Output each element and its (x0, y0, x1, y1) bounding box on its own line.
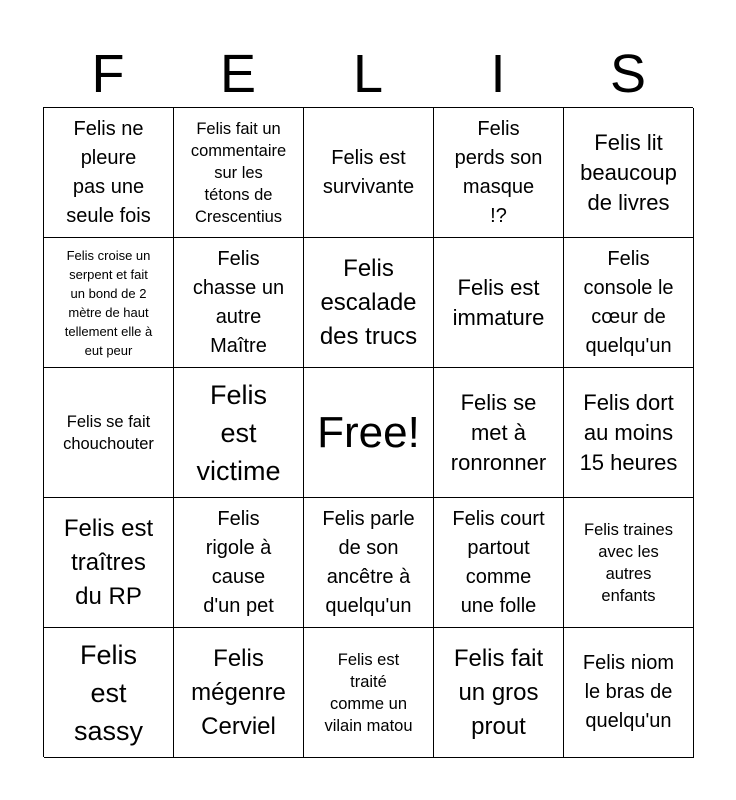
bingo-cell-r1c5[interactable] (564, 108, 694, 238)
cell-text: Felis se met à ronronner (450, 389, 547, 475)
bingo-cell-r3c1[interactable] (44, 368, 174, 498)
bingo-cell-r1c4[interactable] (434, 108, 564, 238)
bingo-cell-r4c1[interactable] (44, 498, 174, 628)
bingo-grid (43, 107, 693, 757)
bingo-cell-r4c5[interactable] (564, 498, 694, 628)
cell-text: Felis est victime (196, 379, 281, 486)
free-space-text: Free! (317, 407, 420, 457)
cell-text: Felis est survivante (322, 146, 415, 198)
header-letter-l: L (352, 44, 384, 104)
cell-text: Felis mégenre Cerviel (191, 644, 286, 740)
cell-text: Felis est immature (452, 274, 545, 330)
bingo-cell-r5c2[interactable] (174, 628, 304, 758)
cell-text: Felis escalade des trucs (319, 254, 418, 350)
cell-text: Felis est sassy (73, 639, 144, 746)
header-letter-i: I (490, 44, 506, 104)
bingo-cell-r5c3[interactable] (304, 628, 434, 758)
cell-text: Felis perds son masque !? (454, 117, 543, 227)
cell-text: Felis dort au moins 15 heures (579, 389, 678, 475)
bingo-cell-r4c2[interactable] (174, 498, 304, 628)
bingo-cell-r4c3[interactable] (304, 498, 434, 628)
header-letter-e: E (219, 44, 257, 104)
bingo-cell-r1c3[interactable] (304, 108, 434, 238)
bingo-cell-r2c4[interactable] (434, 238, 564, 368)
header-letter-f: F (91, 44, 125, 104)
bingo-cell-r5c4[interactable] (434, 628, 564, 758)
cell-text: Felis est traité comme un vilain matou (324, 650, 413, 735)
cell-text: Felis se fait chouchouter (63, 412, 154, 453)
bingo-cell-r5c5[interactable] (564, 628, 694, 758)
cell-text: Felis fait un commentaire sur les tétons de Crescentius (190, 119, 287, 226)
bingo-header (43, 40, 693, 108)
cell-text: Felis ne pleure pas une seule fois (66, 117, 151, 227)
cell-text: Felis traines avec les autres enfants (584, 520, 673, 605)
bingo-cell-r2c3[interactable] (304, 238, 434, 368)
cell-text: Felis console le cœur de quelqu'un (583, 247, 674, 357)
bingo-cell-r5c1[interactable] (44, 628, 174, 758)
cell-text: Felis croise un serpent et fait un bond de 2 mètre de haut tellement elle à eut peur (64, 247, 153, 358)
header-letter-s: S (609, 44, 647, 104)
bingo-cell-r2c2[interactable] (174, 238, 304, 368)
bingo-cell-free[interactable] (304, 368, 434, 498)
bingo-cell-r4c4[interactable] (434, 498, 564, 628)
cell-text: Felis court partout comme une folle (452, 507, 545, 617)
bingo-cell-r2c5[interactable] (564, 238, 694, 368)
bingo-cell-r3c4[interactable] (434, 368, 564, 498)
cell-text: Felis niom le bras de quelqu'un (582, 652, 675, 732)
bingo-cell-r1c1[interactable] (44, 108, 174, 238)
bingo-cell-r1c2[interactable] (174, 108, 304, 238)
bingo-cell-r2c1[interactable] (44, 238, 174, 368)
cell-text: Felis rigole à cause d'un pet (203, 507, 274, 617)
cell-text: Felis chasse un autre Maître (192, 247, 285, 357)
bingo-cell-r3c2[interactable] (174, 368, 304, 498)
cell-text: Felis parle de son ancêtre à quelqu'un (322, 507, 415, 617)
cell-text: Felis lit beaucoup de livres (580, 129, 677, 215)
bingo-cell-r3c5[interactable] (564, 368, 694, 498)
cell-text: Felis fait un gros prout (453, 644, 544, 740)
cell-text: Felis est traîtres du RP (63, 514, 154, 610)
